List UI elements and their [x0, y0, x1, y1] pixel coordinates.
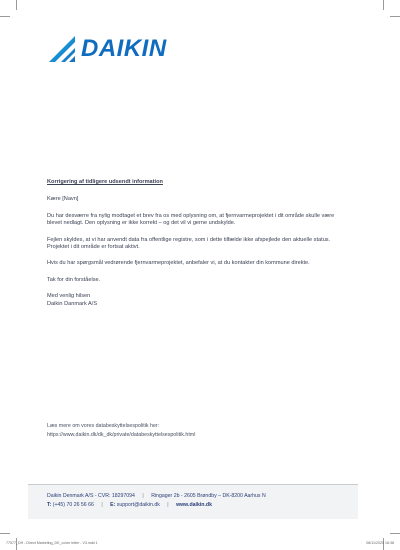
crop-mark: [0, 16, 10, 17]
crop-mark: [16, 0, 17, 10]
footer-row-company: [47, 492, 266, 501]
print-slug-left: 77577_DH - Direct Marketing_DK_cover letter - V3.indd 1: [6, 541, 98, 545]
crop-mark: [0, 533, 10, 534]
letter-signature: Daikin Danmark A/S: [47, 300, 98, 307]
footer-row-contact: [47, 501, 212, 510]
crop-mark: [383, 0, 384, 10]
email-label: E:: [110, 502, 116, 508]
crop-mark: [390, 533, 400, 534]
footer-phone[interactable]: (+45) 70 26 56 66: [52, 502, 94, 508]
privacy-link[interactable]: https://www.daikin.dk/dk_dk/private/databeskyttelsespolitik.html: [47, 432, 196, 438]
letter-paragraph: Du har desværre fra nylig modtaget et brev fra os med oplysning om, at fjernvarmeprojektet i dit område skulle være blevet nedlagt. Den oplysning er ikke korrekt – og det vil vi gerne undskylde.: [47, 212, 335, 227]
footer-separator: |: [142, 493, 144, 499]
daikin-logo: [45, 34, 179, 64]
footer-website[interactable]: www.daikin.dk: [176, 502, 212, 508]
daikin-wordmark: DAIKIN: [81, 35, 167, 62]
privacy-note: [47, 422, 347, 440]
footer-contact-bar: [28, 484, 358, 519]
letter-paragraph: Fejlen skyldes, at vi har anvendt data fra offentlige registre, som i dette tilfælde ikke afspejlede den aktuelle status. Projektet i dit område er fortsat aktivt.: [47, 236, 331, 251]
footer-company: Daikin Denmark A/S - CVR: 18297094: [47, 493, 135, 499]
footer-separator: |: [101, 502, 103, 508]
print-slug-right: 08/11/2025 16:38: [366, 541, 394, 545]
letter-body: [47, 179, 347, 308]
crop-mark: [390, 16, 400, 17]
footer-separator: |: [167, 502, 169, 508]
letter-greeting: Kære [Navn]: [47, 196, 79, 203]
letter-paragraph: Hvis du har spørgsmål vedrørende fjernvarmeprojektet, anbefaler vi, at du kontakter din kommune direkte.: [47, 260, 310, 267]
daikin-triangle-icon: [45, 34, 81, 64]
letter-subject: Korrigering af tidligere udsendt information: [47, 179, 163, 185]
letter-closing: Med venlig hilsen: [47, 293, 91, 300]
phone-label: T:: [47, 502, 52, 508]
letter-paragraph: Tak for din forståelse.: [47, 276, 101, 283]
privacy-text: Læs mere om vores databeskyttelsespolitik her:: [47, 423, 160, 429]
footer-email[interactable]: support@daikin.dk: [116, 502, 160, 508]
footer-address: Ringager 2b - 2605 Brøndby – DK-8200 Aarhus N: [151, 493, 266, 499]
